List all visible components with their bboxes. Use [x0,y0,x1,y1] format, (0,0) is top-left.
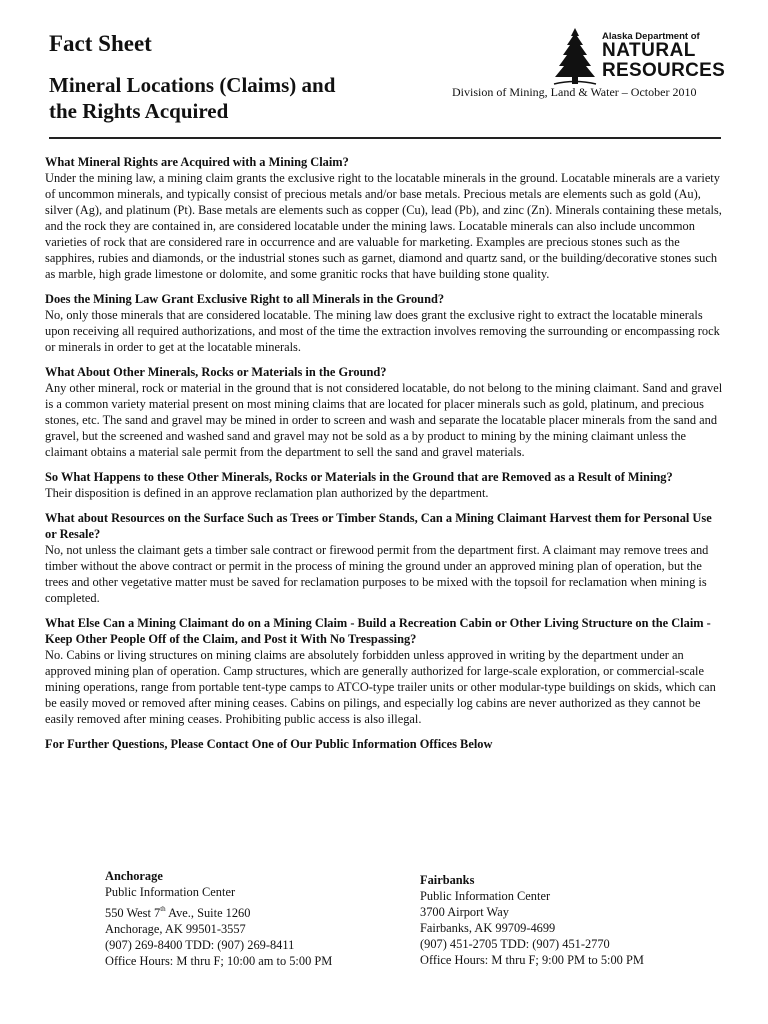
header-divider [49,137,721,139]
faq-question: What About Other Minerals, Rocks or Materials in the Ground? [45,365,387,379]
office-city: Fairbanks [420,873,475,887]
office-hours: Office Hours: M thru F; 10:00 am to 5:00 PM [105,954,333,968]
faq-body [45,154,725,761]
division-date: Division of Mining, Land & Water – October 2010 [452,85,697,99]
dnr-logo [552,27,726,85]
office-citystate: Anchorage, AK 99501-3557 [105,922,246,936]
faq-question: What about Resources on the Surface Such as Trees or Timber Stands, Can a Mining Claimant Harvest them for Personal Use or Resale? [45,511,712,541]
faq-question: What Else Can a Mining Claimant do on a Mining Claim - Build a Recreation Cabin or Other Living Structure on the Claim - Keep Other People Off of the Claim, and Post it With No Trespassing? [45,616,711,646]
street-suffix: Ave., Suite 1260 [165,906,251,920]
office-street: 3700 Airport Way [420,905,509,919]
logo-text-department: Alaska Department of [602,31,700,42]
office-hours: Office Hours: M thru F; 9:00 PM to 5:00 PM [420,953,644,967]
faq-question: So What Happens to these Other Minerals, Rocks or Materials in the Ground that are Removed as a Result of Mining? [45,470,673,484]
faq-answer: No, not unless the claimant gets a timber sale contract or firewood permit from the department first. A claimant may remove trees and timber without the above contract or permit in the process of mining the ground under an approved mining plan of operation, but the trees and other vegetative matter must be saved for reclamation purposes to be mixed with the topsoil for reclamation when mining is completed. [45,543,709,605]
office-citystate: Fairbanks, AK 99709-4699 [420,921,556,935]
faq-question: What Mineral Rights are Acquired with a Mining Claim? [45,155,349,169]
faq-section [45,364,725,460]
street-number: 550 West 7 [105,906,161,920]
office-fairbanks [420,872,644,968]
office-phones: (907) 269-8400 TDD: (907) 269-8411 [105,938,295,952]
subtitle-line-2: the Rights Acquired [49,99,229,123]
faq-question: Does the Mining Law Grant Exclusive Right to all Minerals in the Ground? [45,292,445,306]
faq-section [45,510,725,606]
office-name: Public Information Center [420,889,551,903]
logo-text-resources: RESOURCES [602,60,726,81]
street-ordinal: th [160,905,166,913]
office-phones: (907) 451-2705 TDD: (907) 451-2770 [420,937,610,951]
contact-section [45,736,725,752]
faq-section [45,469,725,501]
page-title: Fact Sheet [49,31,152,56]
spruce-tree-icon [552,27,598,85]
faq-answer: No, only those minerals that are considered locatable. The mining law does grant the exclusive right to extract the locatable minerals upon receiving all required authorizations, and most of the time the extraction involves removing the surrounding or encompassing rock or minerals in order to get at the locatable minerals. [45,308,720,354]
faq-answer: Any other mineral, rock or material in the ground that is not considered locatable, do not belong to the mining claimant. Sand and gravel is a common variety material present on most mining claims that are located for placer minerals such as gold, platinum, and precious stones, etc. The sand and gravel may be mined in order to screen and wash and separate the locatable placer minerals from the sand and gravel, but the screened and washed sand and gravel may not be sold as a by product to mining by the mining claimant unless the claimant obtains a material sale permit from the department to sell the sand and gravel materials. [45,381,723,459]
office-anchorage [105,868,332,969]
office-name: Public Information Center [105,885,236,899]
faq-answer: No. Cabins or living structures on mining claims are absolutely forbidden unless approved in writing by the department under an approved mining plan of operation. Camp structures, which are generally authorized for large-scale exploration, or commercial-scale mining operations, range from portable tent-type camps to ATCO-type trailer units or other modular-type buildings on skids, which can be easily moved or removed after mining ceases. Cabins on pilings, and especially log cabins are never authorized as they cannot be easily removed after mining ceases. Prohibiting public access is also illegal. [45,648,716,726]
contact-heading: For Further Questions, Please Contact One of Our Public Information Offices Below [45,737,493,751]
office-street [105,905,332,921]
faq-answer: Their disposition is defined in an approve reclamation plan authorized by the department. [45,486,489,500]
page-subtitle [49,72,429,124]
faq-section [45,615,725,727]
faq-answer: Under the mining law, a mining claim grants the exclusive right to the locatable minerals in the ground. Locatable minerals are a variety of uncommon minerals, and typically consist of precious metals and/or base metals. Precious metals are elements such as gold (Au), silver (Ag), and platinum (Pt). Base metals are elements such as copper (Cu), lead (Pb), and zinc (Zn). Minerals containing these metals, and the rock they are contained in, are considered locatable under the mining laws. Locatable minerals can also include uncommon varieties of rock that are considered rare in occurrence and are valuable for marketing. Examples are precious stones such as the sapphires, rubies and diamonds, or the industrial stones such as garnet, diamond and quartz sand, or the building/decorative stones such as marble, high grade limestone or dolomite, and some granitic rocks that have building stone quality. [45,171,722,281]
faq-section [45,291,725,355]
office-city: Anchorage [105,869,163,883]
faq-section [45,154,725,282]
subtitle-line-1: Mineral Locations (Claims) and [49,73,336,97]
logo-text-natural: NATURAL [602,40,696,61]
